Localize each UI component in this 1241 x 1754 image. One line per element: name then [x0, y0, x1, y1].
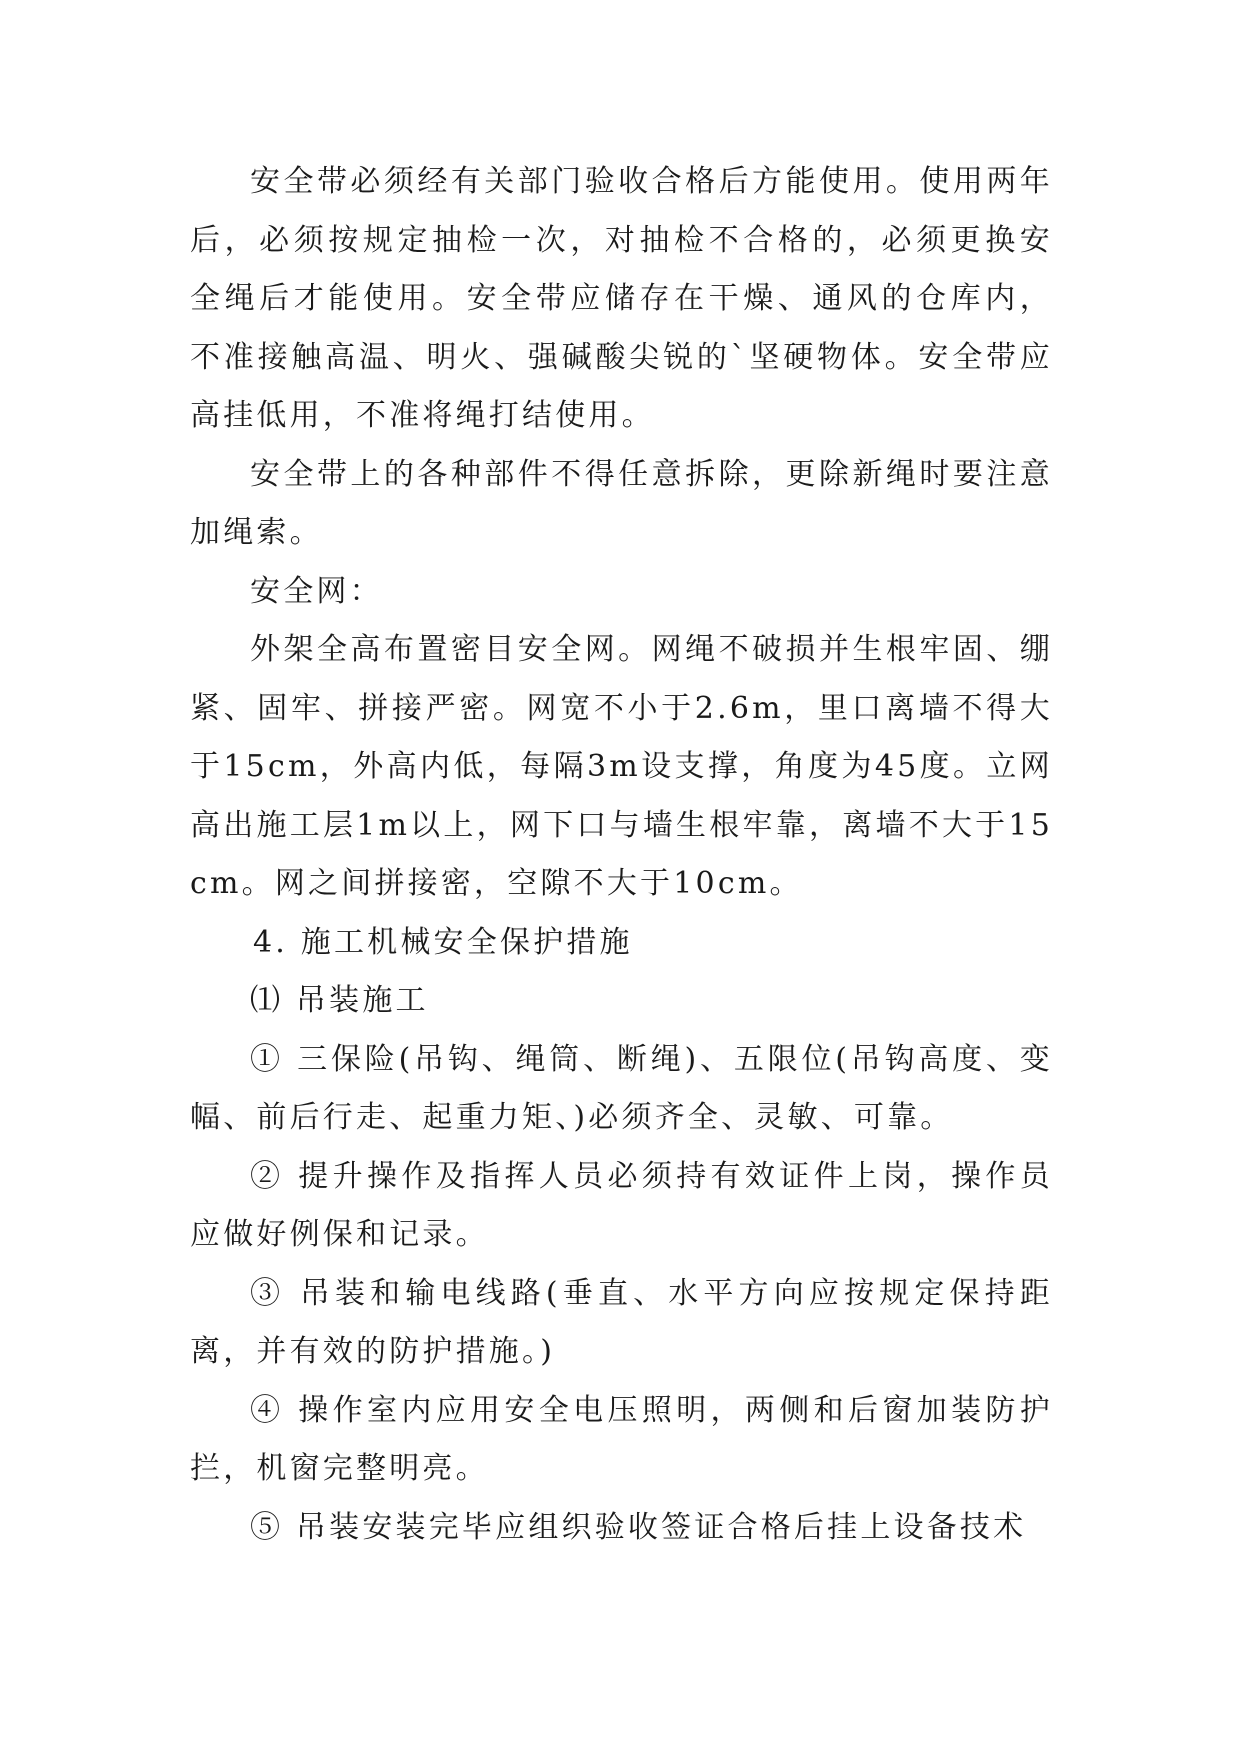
heading-safety-net: 安全网： [250, 573, 383, 609]
list-item-1: ① 三保险(吊钩、绳筒、断绳)、五限位(吊钩高度、变幅、前后行走、起重力矩、)必须齐全、灵敏、可靠。 [190, 1041, 1053, 1135]
document-body [190, 153, 1053, 1557]
paragraph-safety-belt-inspection: 安全带必须经有关部门验收合格后方能使用。使用两年后，必须按规定抽检一次，对抽检不合格的，必须更换安全绳后才能使用。安全带应储存在干燥、通风的仓库内，不准接触高温、明火、强碱酸尖锐的`坚硬物体。安全带应高挂低用，不准将绳打结使用。 [190, 164, 1053, 433]
paragraph-safety-net-spec: 外架全高布置密目安全网。网绳不破损并生根牢固、绷紧、固牢、拼接严密。网宽不小于2.6m，里口离墙不得大于15cm，外高内低，每隔3m设支撑，角度为45度。立网高出施工层1m以上，网下口与墙生根牢靠，离墙不大于15cm。网之间拼接密，空隙不大于10cm。 [190, 632, 1053, 901]
paragraph-safety-belt-parts: 安全带上的各种部件不得任意拆除，更除新绳时要注意加绳索。 [190, 456, 1053, 550]
heading-hoisting: ⑴ 吊装施工 [250, 983, 429, 1018]
list-item-5: ⑤ 吊装安装完毕应组织验收签证合格后挂上设备技术 [250, 1509, 1027, 1545]
heading-machinery-protection: 4. 施工机械安全保护措施 [253, 924, 633, 960]
list-item-2: ② 提升操作及指挥人员必须持有效证件上岗，操作员应做好例保和记录。 [190, 1158, 1053, 1252]
list-item-4: ④ 操作室内应用安全电压照明，两侧和后窗加装防护拦，机窗完整明亮。 [190, 1392, 1053, 1486]
list-item-3: ③ 吊装和输电线路(垂直、水平方向应按规定保持距离，并有效的防护措施。) [190, 1275, 1053, 1369]
